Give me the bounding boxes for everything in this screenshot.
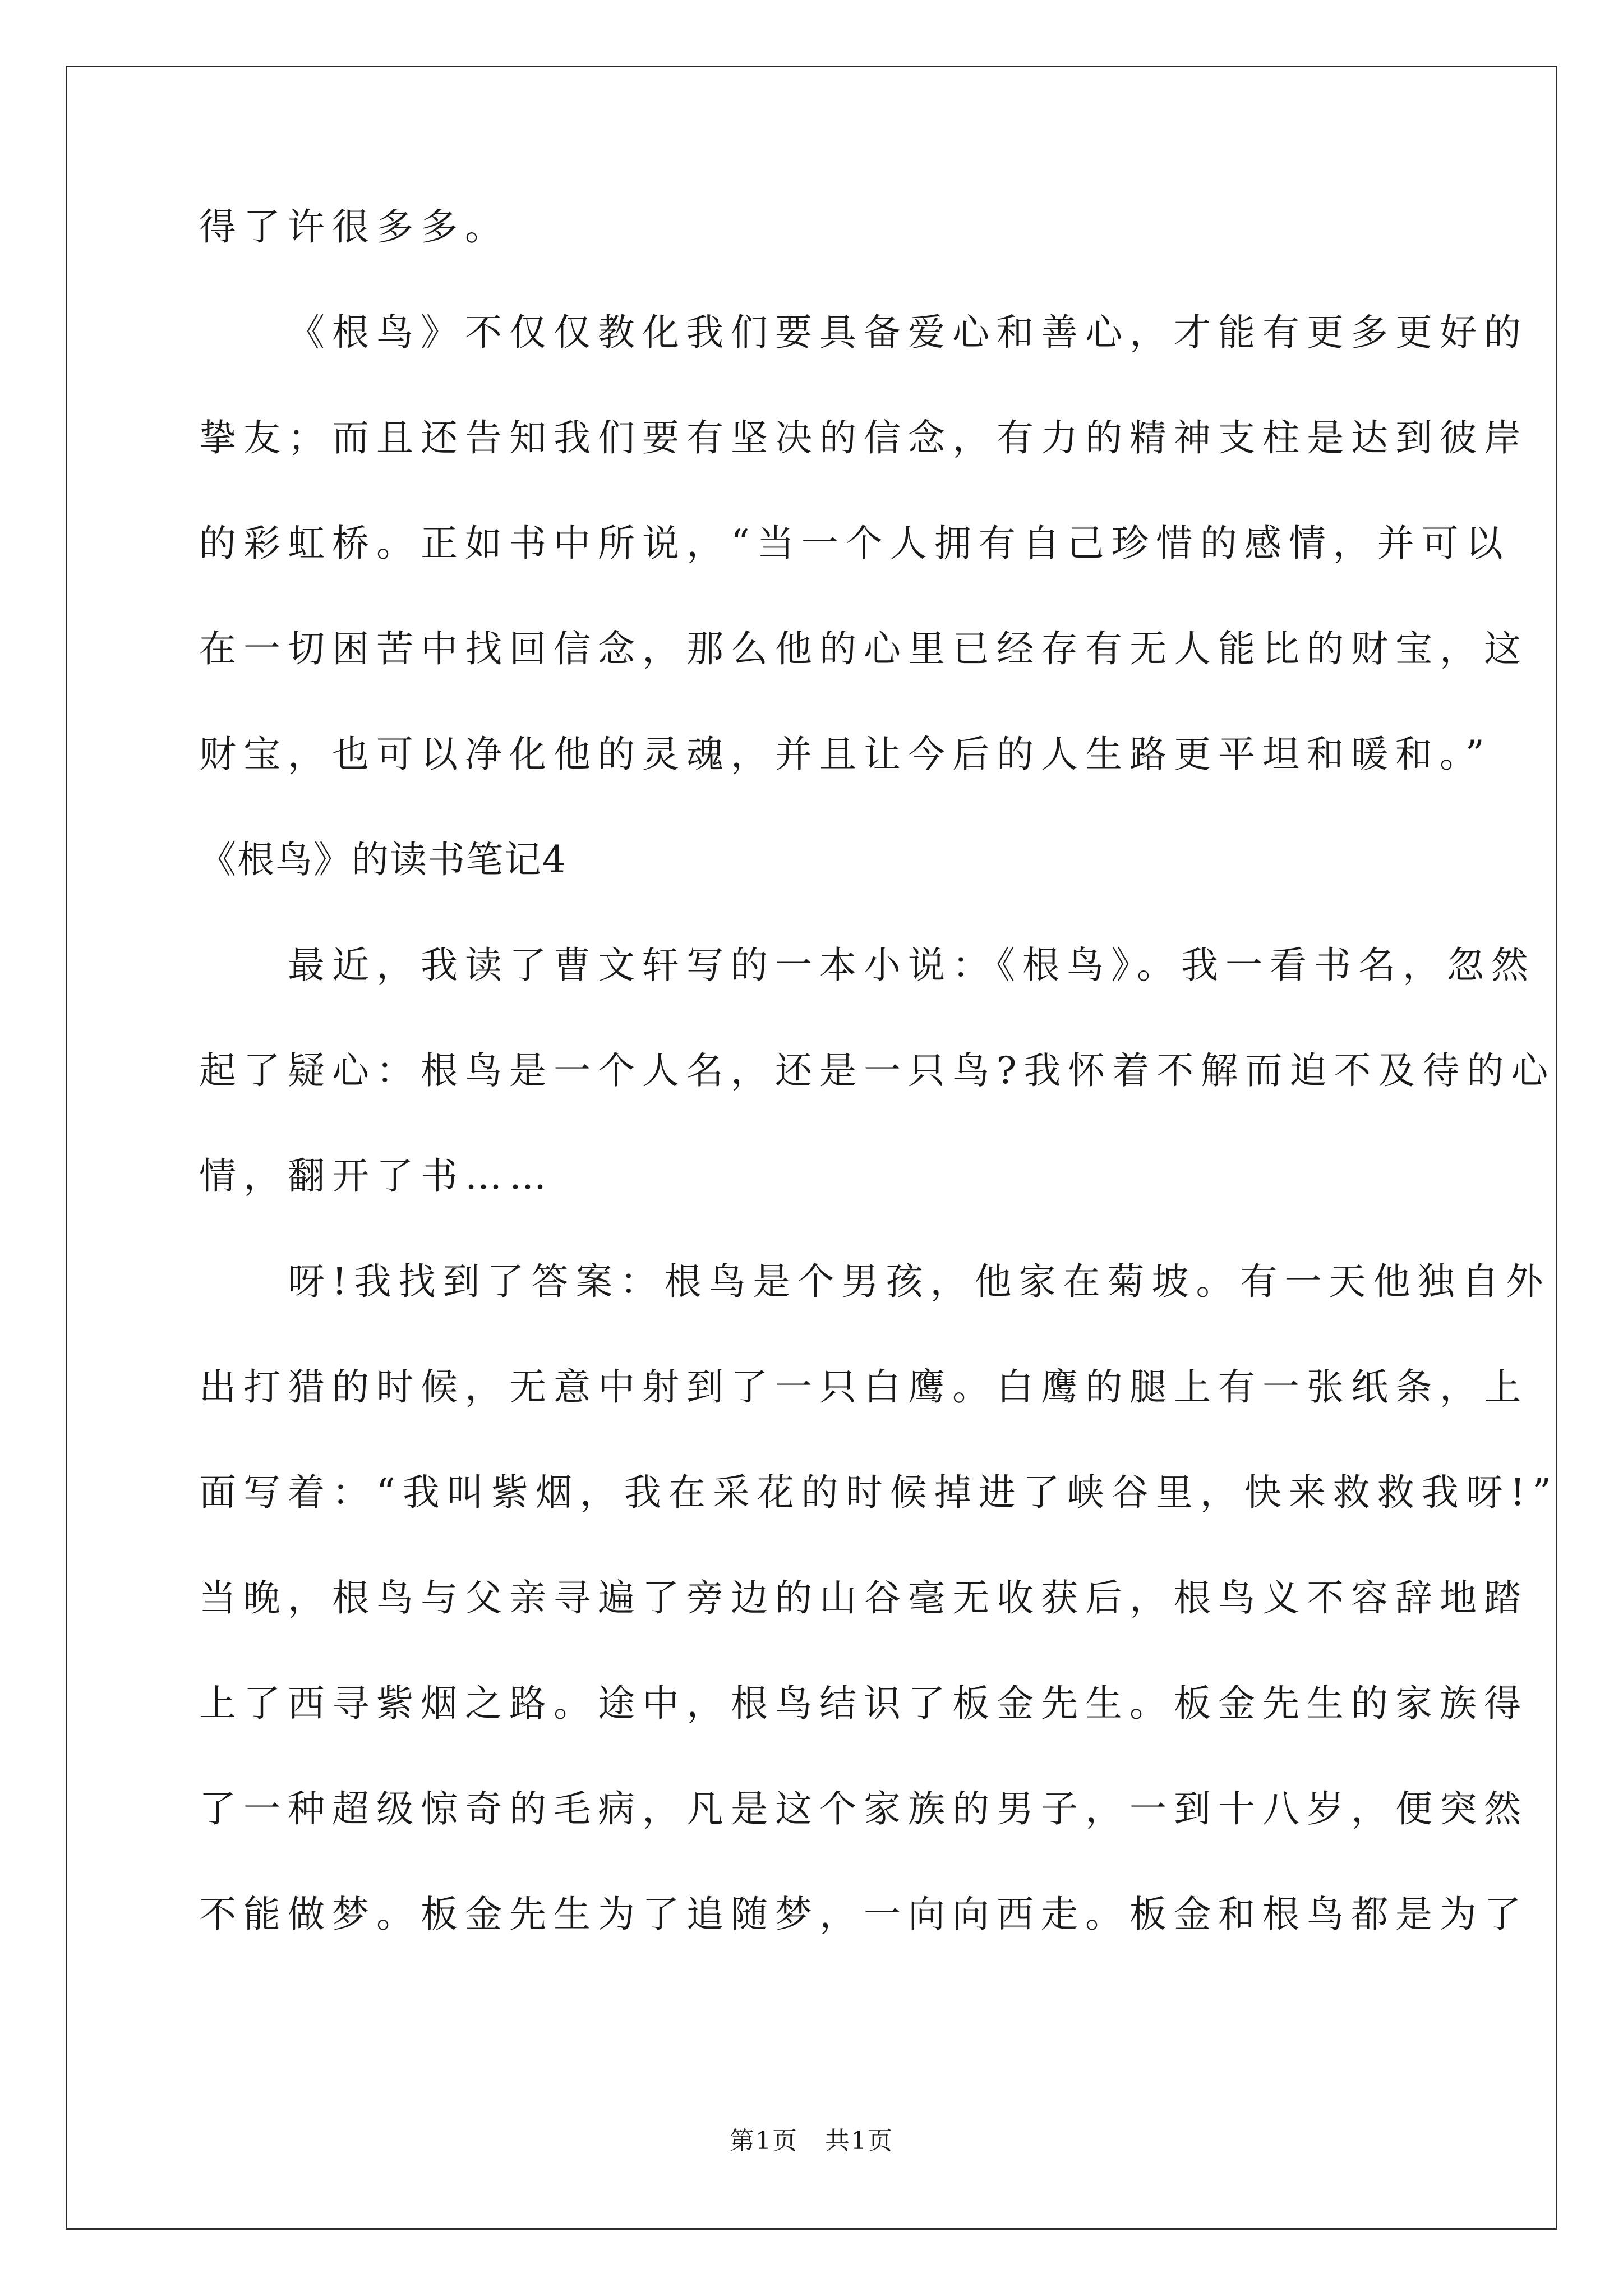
text-line: 面写着：“我叫紫烟，我在采花的时候掉进了峡谷里，快来救救我呀!”	[199, 1471, 1559, 1514]
text-line: 挚友；而且还告知我们要有坚决的信念，有力的精神支柱是达到彼岸	[199, 416, 1528, 459]
text-line: 当晚，根鸟与父亲寻遍了旁边的山谷毫无收获后，根鸟义不容辞地踏	[199, 1576, 1528, 1619]
text-line: 不能做梦。板金先生为了追随梦，一向向西走。板金和根鸟都是为了	[199, 1893, 1528, 1936]
text-line: 情，翻开了书……	[199, 1154, 554, 1198]
page-number-footer: 第1页 共1页	[730, 2127, 893, 2155]
text-line: 财宝，也可以净化他的灵魂，并且让今后的人生路更平坦和暖和。”	[199, 733, 1492, 776]
section-heading: 《根鸟》的读书笔记4	[199, 838, 567, 881]
text-line: 出打猎的时候，无意中射到了一只白鹰。白鹰的腿上有一张纸条，上	[199, 1365, 1528, 1409]
text-line: 得了许很多多。	[199, 205, 509, 249]
text-line: 的彩虹桥。正如书中所说，“当一个人拥有自己珍惜的感情，并可以	[199, 522, 1510, 565]
text-line: 《根鸟》不仅仅教化我们要具备爱心和善心，才能有更多更好的	[288, 311, 1528, 354]
text-line: 起了疑心：根鸟是一个人名，还是一只鸟?我怀着不解而迫不及待的心	[199, 1049, 1556, 1092]
text-line: 上了西寻紫烟之路。途中，根鸟结识了板金先生。板金先生的家族得	[199, 1682, 1528, 1725]
text-line: 呀!我找到了答案：根鸟是个男孩，他家在菊坡。有一天他独自外	[288, 1260, 1551, 1303]
text-line: 在一切困苦中找回信念，那么他的心里已经存有无人能比的财宝，这	[199, 627, 1528, 670]
text-line: 了一种超级惊奇的毛病，凡是这个家族的男子，一到十八岁，便突然	[199, 1787, 1528, 1830]
document-body	[199, 205, 1559, 2001]
text-line: 最近，我读了曹文轩写的一本小说：《根鸟》。我一看书名，忽然	[288, 944, 1536, 987]
